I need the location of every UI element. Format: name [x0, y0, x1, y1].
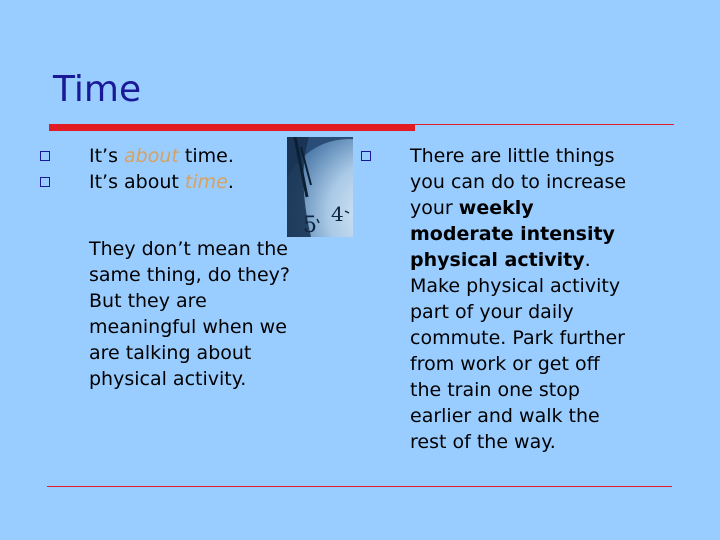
right-line: the train one stop: [410, 379, 580, 401]
right-line: earlier and walk the: [410, 405, 600, 427]
bullet-marker: [361, 151, 371, 161]
right-line: rest of the way.: [410, 431, 556, 453]
paragraph-line: They don’t mean the: [89, 238, 288, 260]
right-line: Make physical activity: [410, 275, 621, 297]
right-line: you can do to increase: [410, 171, 627, 193]
right-line: commute. Park further: [410, 327, 625, 349]
title-underline-red-bar: [49, 124, 415, 131]
bullet-2-pre: It’s about: [89, 171, 185, 193]
left-paragraph: [89, 236, 290, 392]
left-bullet-2: [89, 169, 234, 195]
clock-image: [287, 137, 353, 237]
paragraph-line: meaningful when we: [89, 316, 287, 338]
bullet-marker: [40, 151, 50, 161]
right-line: physical activity.: [410, 249, 591, 271]
slide-title: Time: [53, 69, 142, 110]
clock-digit: 5: [303, 213, 317, 237]
right-line: from work or get off: [410, 353, 600, 375]
paragraph-line: But they are: [89, 290, 207, 312]
bullet-1-post: time.: [178, 145, 234, 167]
bullet-2-post: .: [227, 171, 234, 193]
right-line: There are little things: [410, 145, 615, 167]
bottom-rule: [47, 486, 672, 487]
left-bullet-1: [89, 143, 234, 169]
bullet-2-accent: time: [184, 171, 228, 193]
title-underline-thin-line: [49, 124, 674, 125]
bullet-1-accent: about: [124, 145, 179, 167]
clock-face-icon: [287, 137, 353, 237]
right-line: moderate intensity: [410, 223, 615, 245]
paragraph-line: are talking about: [89, 342, 252, 364]
right-line: your weekly: [410, 197, 534, 219]
bullet-1-pre: It’s: [89, 145, 125, 167]
right-paragraph: [410, 143, 626, 455]
paragraph-line: same thing, do they?: [89, 264, 290, 286]
paragraph-line: physical activity.: [89, 368, 247, 390]
bullet-marker: [40, 177, 50, 187]
clock-digit: 4: [331, 202, 344, 226]
right-line: part of your daily: [410, 301, 574, 323]
